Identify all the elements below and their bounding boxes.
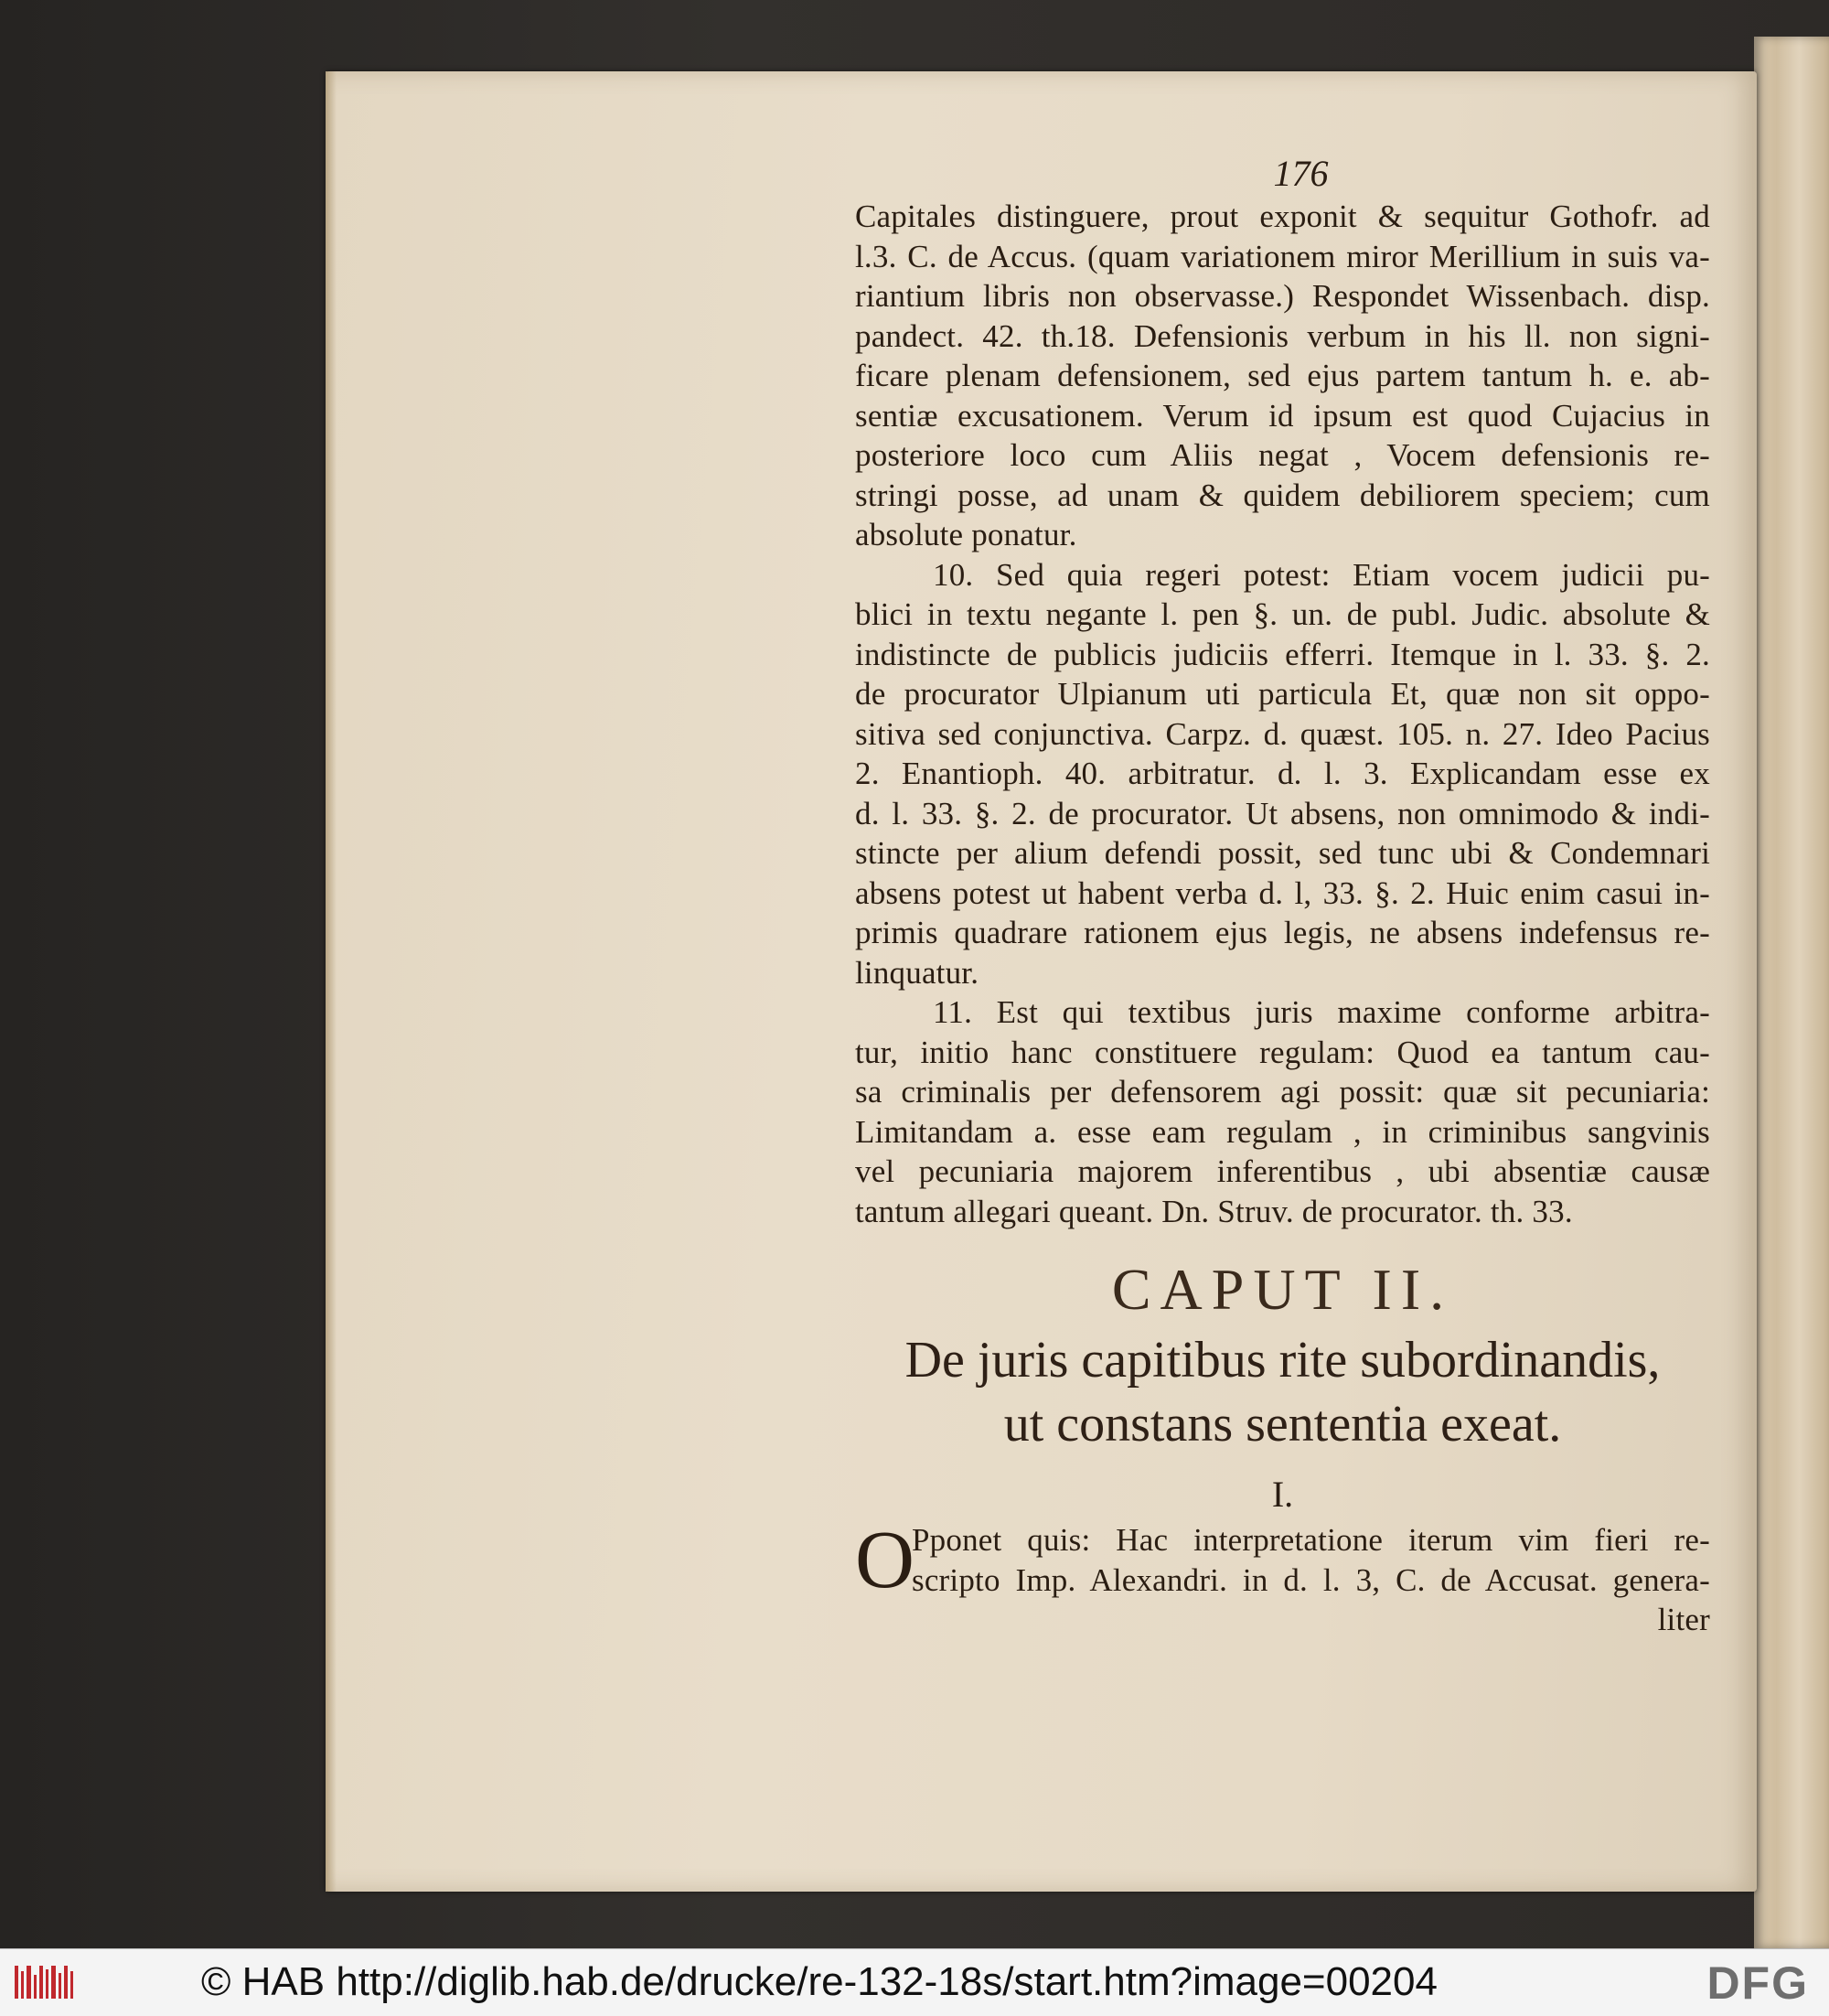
footer-bar: [0, 1948, 1829, 2016]
text-line: vel pecuniaria majorem inferentibus , ubi absentiæ causæ: [855, 1153, 1710, 1189]
barcode-logo-icon: [13, 1962, 77, 2002]
paragraph-10: [855, 555, 1710, 993]
text-line: absolute ponatur.: [855, 517, 1077, 552]
copyright-url-text: © HAB http://diglib.hab.de/drucke/re-132-18s/start.htm?image=00204: [201, 1959, 1438, 2004]
text-line: posteriore loco cum Aliis negat , Vocem defensionis re-: [855, 437, 1710, 473]
text-line: Limitandam a. esse eam regulam , in criminibus sangvinis: [855, 1113, 1710, 1150]
section-number: I.: [1271, 1474, 1294, 1515]
text-line: 11. Est qui textibus juris maxime conforme arbitra-: [933, 994, 1710, 1030]
text-line: stincte per alium defendi possit, sed tunc ubi & Condemnari: [855, 835, 1710, 871]
text-line: de procurator Ulpianum uti particula Et, quæ non sit oppo-: [855, 676, 1710, 712]
text-line: scripto Imp. Alexandri. in d. l. 3, C. de Accusat. genera-: [912, 1561, 1710, 1598]
text-line: sentiæ excusationem. Verum id ipsum est quod Cujacius in: [855, 397, 1710, 434]
text-line: linquatur.: [855, 954, 979, 991]
dropcap-letter: O: [855, 1515, 914, 1605]
text-line: primis quadrare rationem ejus legis, ne absens indefensus re-: [855, 915, 1710, 950]
section-1-paragraph: [855, 1515, 1710, 1640]
text-line: absens potest ut habent verba d. l, 33. §. 2. Huic enim casui in-: [855, 874, 1710, 911]
text-line: sitiva sed conjunctiva. Carpz. d. quæst. 105. n. 27. Ideo Pacius: [855, 715, 1710, 752]
chapter-subtitle-line: De juris capitibus rite subordinandis,: [904, 1332, 1661, 1389]
text-line: Capitales distinguere, prout exponit & sequitur Gothofr. ad: [855, 198, 1710, 234]
text-line: riantium libris non observasse.) Respondet Wissenbach. disp.: [855, 278, 1710, 314]
page-text: [855, 151, 1710, 1640]
text-line: tur, initio hanc constituere regulam: Quod ea tantum cau-: [855, 1034, 1710, 1070]
chapter-heading: CAPUT II.: [1111, 1257, 1454, 1322]
paragraph-9: [855, 197, 1710, 555]
adjacent-page-edge: [1754, 37, 1829, 1948]
text-line: stringi posse, ad unam & quidem debiliorem speciem; cum: [855, 477, 1710, 513]
text-line: l.3. C. de Accus. (quam variationem miror Merillium in suis va-: [855, 238, 1710, 274]
dfg-logo: DFG: [1706, 1957, 1809, 2009]
text-line: d. l. 33. §. 2. de procurator. Ut absens, non omnimodo & indi-: [855, 795, 1710, 831]
text-line: ficare plenam defensionem, sed ejus partem tantum h. e. ab-: [855, 358, 1710, 393]
text-line: 2. Enantioph. 40. arbitratur. d. l. 3. Explicandam esse ex: [855, 756, 1710, 791]
text-line: tantum allegari queant. Dn. Struv. de procurator. th. 33.: [855, 1193, 1573, 1229]
page-number: 176: [1273, 153, 1329, 194]
text-line: sa criminalis per defensorem agi possit: quæ sit pecuniaria:: [855, 1074, 1710, 1110]
catchword: liter: [1657, 1602, 1710, 1637]
text-line: blici in textu negante l. pen §. un. de publ. Judic. absolute &: [855, 596, 1710, 632]
text-line: 10. Sed quia regeri potest: Etiam vocem judicii pu-: [933, 556, 1710, 593]
chapter-subtitle-line: ut constans sententia exeat.: [1003, 1396, 1562, 1453]
text-line: indistincte de publicis judiciis efferri. Itemque in l. 33. §. 2.: [855, 636, 1710, 672]
text-line: Pponet quis: Hac interpretatione iterum vim fieri re-: [912, 1522, 1710, 1558]
text-line: pandect. 42. th.18. Defensionis verbum in his ll. non signi-: [855, 317, 1710, 354]
paragraph-11: [855, 992, 1710, 1231]
